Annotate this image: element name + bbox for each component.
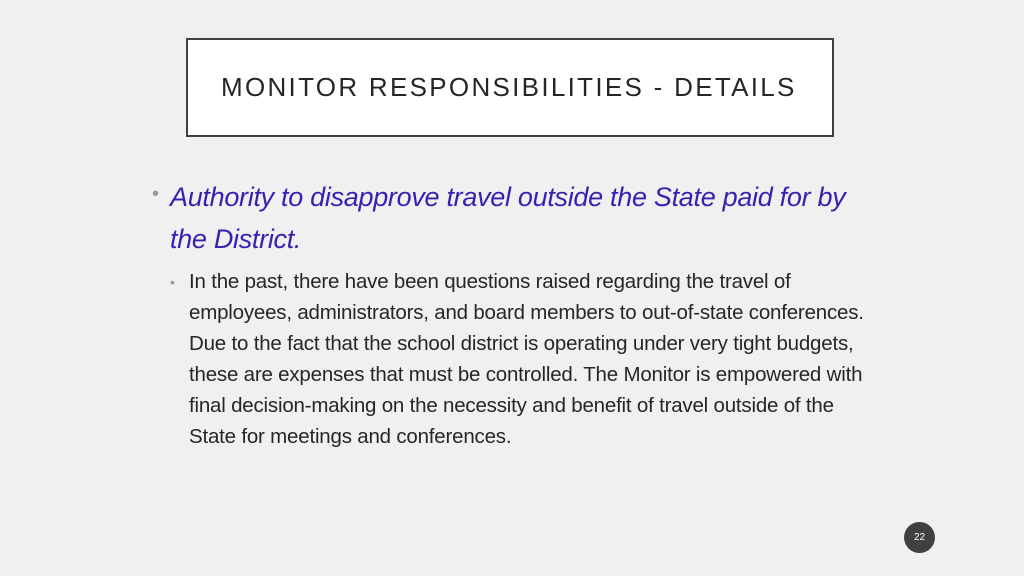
slide-title: MONITOR RESPONSIBILITIES - DETAILS (221, 72, 797, 102)
page-number-badge: 22 (904, 522, 935, 553)
bullet-item (152, 176, 852, 260)
sub-bullet-item (170, 266, 870, 452)
sub-bullet-marker: • (170, 274, 175, 290)
sub-bullet-text: In the past, there have been questions raised regarding the travel of employees, administrators, and board members to out-of-state conferences. Due to the fact that the school district is operating under very tight budgets, these are expenses that must be controlled. The Monitor is empowered with final decision-making on the necessity and benefit of travel outside of the State for meetings and conferences. (189, 270, 864, 448)
slide-title-box (186, 38, 834, 137)
bullet-text: Authority to disapprove travel outside the State paid for by the District. (170, 182, 846, 254)
bullet-marker: • (152, 183, 160, 205)
